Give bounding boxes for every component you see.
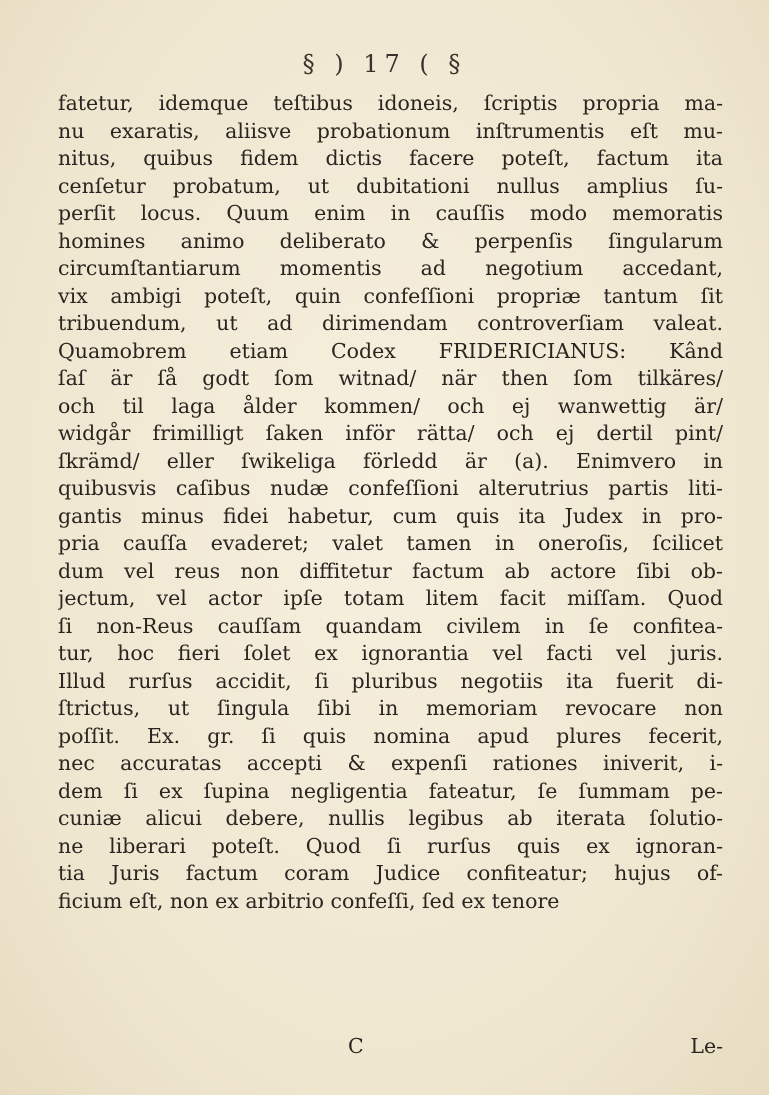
body-text <box>58 90 723 915</box>
text-line: widgår frimilligt ſaken inför rätta/ och ej dertil pint/ <box>58 421 723 445</box>
text-line: homines animo deliberato & perpenſis ſingularum <box>58 228 723 253</box>
text-line: perſit locus. Quum enim in cauſſis modo memoratis <box>58 201 723 225</box>
text-line: tribuendum, ut ad dirimendam controverſiam valeat. <box>58 311 723 335</box>
text-line: nec accuratas accepti & expenſi rationes iniverit, i- <box>58 751 723 775</box>
text-line: nu exaratis, aliisve probationum inſtrumentis eſt mu- <box>58 118 723 143</box>
text-line: ſtrictus, ut ſingula ſibi in memoriam revocare non <box>58 696 723 720</box>
text-line: ficium eſt, non ex arbitrio confeſſi, ſed ex tenore <box>58 888 560 913</box>
text-line: ſi non-Reus cauſſam quandam civilem in ſe confitea- <box>58 613 723 638</box>
text-line: jectum, vel actor ipſe totam litem facit miſſam. Quod <box>58 586 723 610</box>
catchword: Le- <box>690 1034 723 1058</box>
text-line: quibusvis caſibus nudæ confeſſioni alterutrius partis liti- <box>58 476 723 500</box>
text-line: poſſit. Ex. gr. ſi quis nomina apud plures fecerit, <box>58 723 723 748</box>
page-footer <box>58 1034 723 1062</box>
text-line: dem ſi ex ſupina negligentia fateatur, ſe ſummam pe- <box>58 778 723 803</box>
text-line: gantis minus fidei habetur, cum quis ita Judex in pro- <box>58 503 723 528</box>
text-line: tur, hoc fieri ſolet ex ignorantia vel facti vel juris. <box>58 641 723 665</box>
text-line: nitus, quibus fidem dictis facere poteſt, factum ita <box>58 146 723 170</box>
text-line: fatetur, idemque teſtibus idoneis, ſcriptis propria ma- <box>58 91 723 115</box>
text-line: och til laga ålder kommen/ och ej wanwettig är/ <box>58 393 723 418</box>
text-line: vix ambigi poteſt, quin confeſſioni propriæ tantum ſit <box>58 283 723 308</box>
text-line: dum vel reus non diffitetur factum ab actore ſibi ob- <box>58 558 723 583</box>
text-line: ne liberari poteſt. Quod ſi rurſus quis ex ignoran- <box>58 833 723 858</box>
text-line: ſkrämd/ eller ſwikeliga förledd är (a). Enimvero in <box>58 448 723 473</box>
running-head: § ) 17 ( § <box>302 50 467 78</box>
text-line: Illud rurſus accidit, ſi pluribus negotiis ita fuerit di- <box>58 668 723 693</box>
text-line: tia Juris factum coram Judice confiteatur; hujus of- <box>58 861 723 885</box>
text-line: cenſetur probatum, ut dubitationi nullus amplius ſu- <box>58 173 723 198</box>
text-line: ſaſ är ſå godt ſom witnad/ när then ſom tilkäres/ <box>58 366 723 390</box>
text-line: cuniæ alicui debere, nullis legibus ab iterata ſolutio- <box>58 806 723 830</box>
text-line: circumſtantiarum momentis ad negotium accedant, <box>58 256 723 280</box>
text-line: pria cauſſa evaderet; valet tamen in oneroſis, ſcilicet <box>58 531 723 555</box>
text-line: Quamobrem etiam Codex FRIDERICIANUS: Kând <box>58 338 723 363</box>
signature-mark: C <box>348 1034 364 1058</box>
